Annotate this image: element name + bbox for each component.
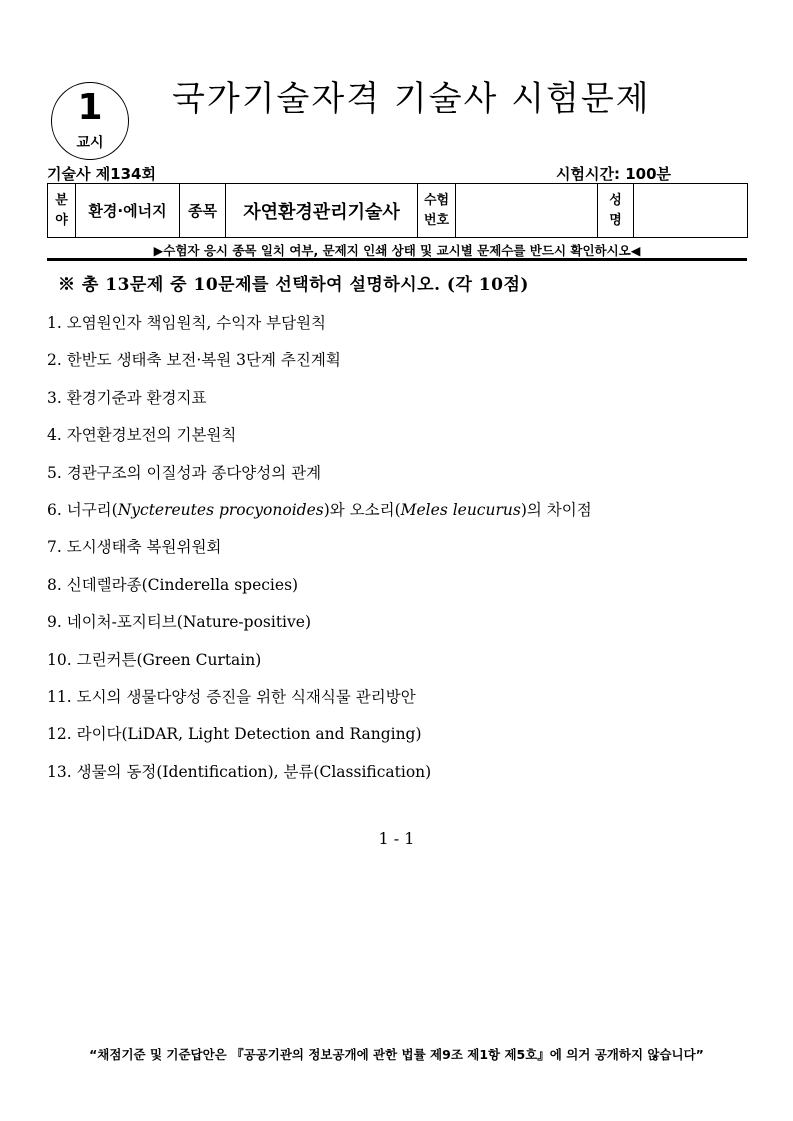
exam-number-field	[456, 184, 598, 238]
question-item: 6. 너구리(Nyctereutes procyonoides)와 오소리(Meles leucurus)의 차이점	[47, 500, 592, 519]
exam-number-label: 수험번호	[418, 184, 456, 238]
disclosure-footer: “채점기준 및 기준답안은 『공공기관의 정보공개에 관한 법률 제9조 제1항 제5호』에 의거 공개하지 않습니다”	[89, 1047, 704, 1062]
question-item: 13. 생물의 동정(Identification), 분류(Classification)	[47, 762, 432, 781]
field-label: 분야	[48, 184, 76, 238]
scientific-name: Nyctereutes procyonoides	[117, 500, 324, 519]
question-item: 11. 도시의 생물다양성 증진을 위한 식재식물 관리방안	[47, 687, 416, 706]
period-number: 1	[77, 87, 103, 128]
question-item: 5. 경관구조의 이질성과 종다양성의 관계	[47, 463, 322, 482]
question-item: 2. 한반도 생태축 보전·복원 3단계 추진계획	[47, 351, 341, 370]
question-list	[47, 311, 592, 797]
exam-info-table	[47, 183, 748, 238]
instruction: ※ 총 13문제 중 10문제를 선택하여 설명하시오. (각 10점)	[58, 275, 529, 295]
question-item: 4. 자연환경보전의 기본원칙	[47, 426, 237, 445]
question-item: 1. 오염원인자 책임원칙, 수익자 부담원칙	[47, 314, 327, 332]
scientific-name: Meles leucurus	[400, 500, 521, 519]
period-label: 교시	[76, 135, 104, 151]
check-notice: ▶수험자 응시 종목 일치 여부, 문제지 인쇄 상태 및 교시별 문제수를 반드시 확인하시오◀	[153, 243, 641, 258]
name-field	[634, 184, 748, 238]
exam-time: 시험시간: 100분	[556, 165, 671, 183]
question-item: 12. 라이다(LiDAR, Light Detection and Ranging)	[47, 725, 422, 744]
field-value: 환경·에너지	[76, 184, 180, 238]
name-label: 성명	[598, 184, 634, 238]
item-label: 종목	[180, 184, 226, 238]
question-item: 7. 도시생태축 복원위원회	[47, 538, 222, 557]
question-item: 10. 그린커튼(Green Curtain)	[47, 650, 262, 669]
question-item: 3. 환경기준과 환경지표	[47, 388, 207, 407]
divider	[47, 258, 747, 261]
page-title: 국가기술자격 기술사 시험문제	[172, 79, 651, 119]
page-number: 1 - 1	[378, 829, 415, 848]
question-item: 9. 네이처-포지티브(Nature-positive)	[47, 613, 311, 632]
period-badge	[51, 82, 129, 160]
question-item: 8. 신데렐라종(Cinderella species)	[47, 575, 299, 594]
item-value: 자연환경관리기술사	[226, 184, 418, 238]
exam-round: 기술사 제134회	[47, 165, 156, 183]
